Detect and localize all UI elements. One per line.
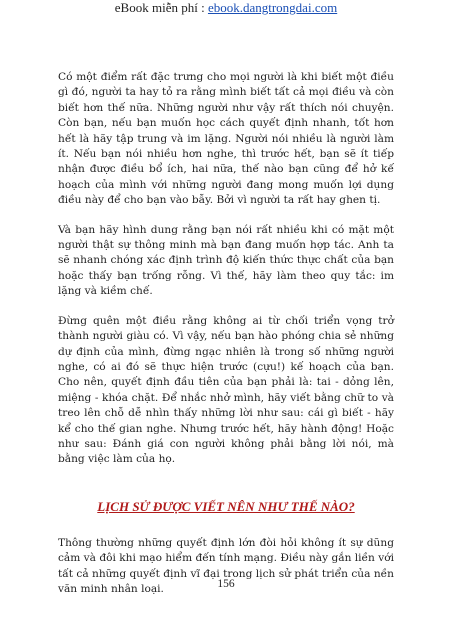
body-paragraph-1: Có một điểm rất đặc trưng cho mọi người là khi biết một điều gì đó, người ta hay tỏ ra rằng mình biết tất cả mọi điều và còn biết hơn thế nữa. Những người như vậy rất thích nói chuyện. Còn bạn, nếu bạn muốn học cách quyết định nhanh, tốt hơn hết là hãy tập trung và im lặng. Người nói nhiều là người làm ít. Nếu bạn nói nhiều hơn nghe, thì trước hết, bạn sẽ ít tiếp nhận được điều bổ ích, hai nữa, thế nào bạn cũng để hở kế hoạch của mình với những người đang mong muốn lợi dụng điều này để cho bạn vào bẫy. Bởi vì người ta rất hay ghen tị. — [58, 71, 394, 207]
page-header — [0, 0, 452, 16]
page-number: 156 — [217, 578, 235, 590]
body-paragraph-2: Và bạn hãy hình dung rằng bạn nói rất nhiều khi có mặt một người thật sự thông minh mà bạn đang muốn hợp tác. Anh ta sẽ nhanh chóng xác định trình độ kiến thức thực chất của bạn hoặc thấy bạn trống rỗng. Vì thế, hãy làm theo quy tắc: im lặng và kiềm chế. — [58, 223, 394, 298]
page-content — [58, 70, 394, 611]
header-link[interactable]: ebook.dangtrongdai.com — [207, 0, 338, 15]
section-heading: LỊCH SỬ ĐƯỢC VIẾT NÊN NHƯ THẾ NÀO? — [97, 498, 355, 514]
section-paragraph: Thông thường những quyết định lớn đòi hỏi không ít sự dũng cảm và đôi khi mạo hiểm đến tính mạng. Điều này gắn liền với tất cả những quyết định vĩ đại trong lịch sử phát triển của nền văn minh nhân loại. — [58, 536, 394, 595]
body-paragraph-3: Đừng quên một điều rằng không ai từ chối triển vọng trở thành người giàu có. Vì vậy, nếu bạn hào phóng chia sẻ những dự định của mình, đừng ngạc nhiên là trong số những người nghe, có ai đó sẽ thực hiện trước (cựu!) kế hoạch của bạn. Cho nên, quyết định đầu tiên của bạn phải là: tai - dỏng lên, miệng - khóa chặt. Để nhắc nhở mình, hãy viết bằng chữ to và treo lên chỗ dễ nhìn thấy những lời như sau: cái gì biết - hãy kể cho thế gian nghe. Nhưng trước hết, hãy hành động! Hoặc như sau: Đánh giá con người không phải bằng lời nói, mà bằng việc làm của họ. — [58, 314, 394, 466]
header-prefix: eBook miễn phí : — [114, 0, 208, 15]
